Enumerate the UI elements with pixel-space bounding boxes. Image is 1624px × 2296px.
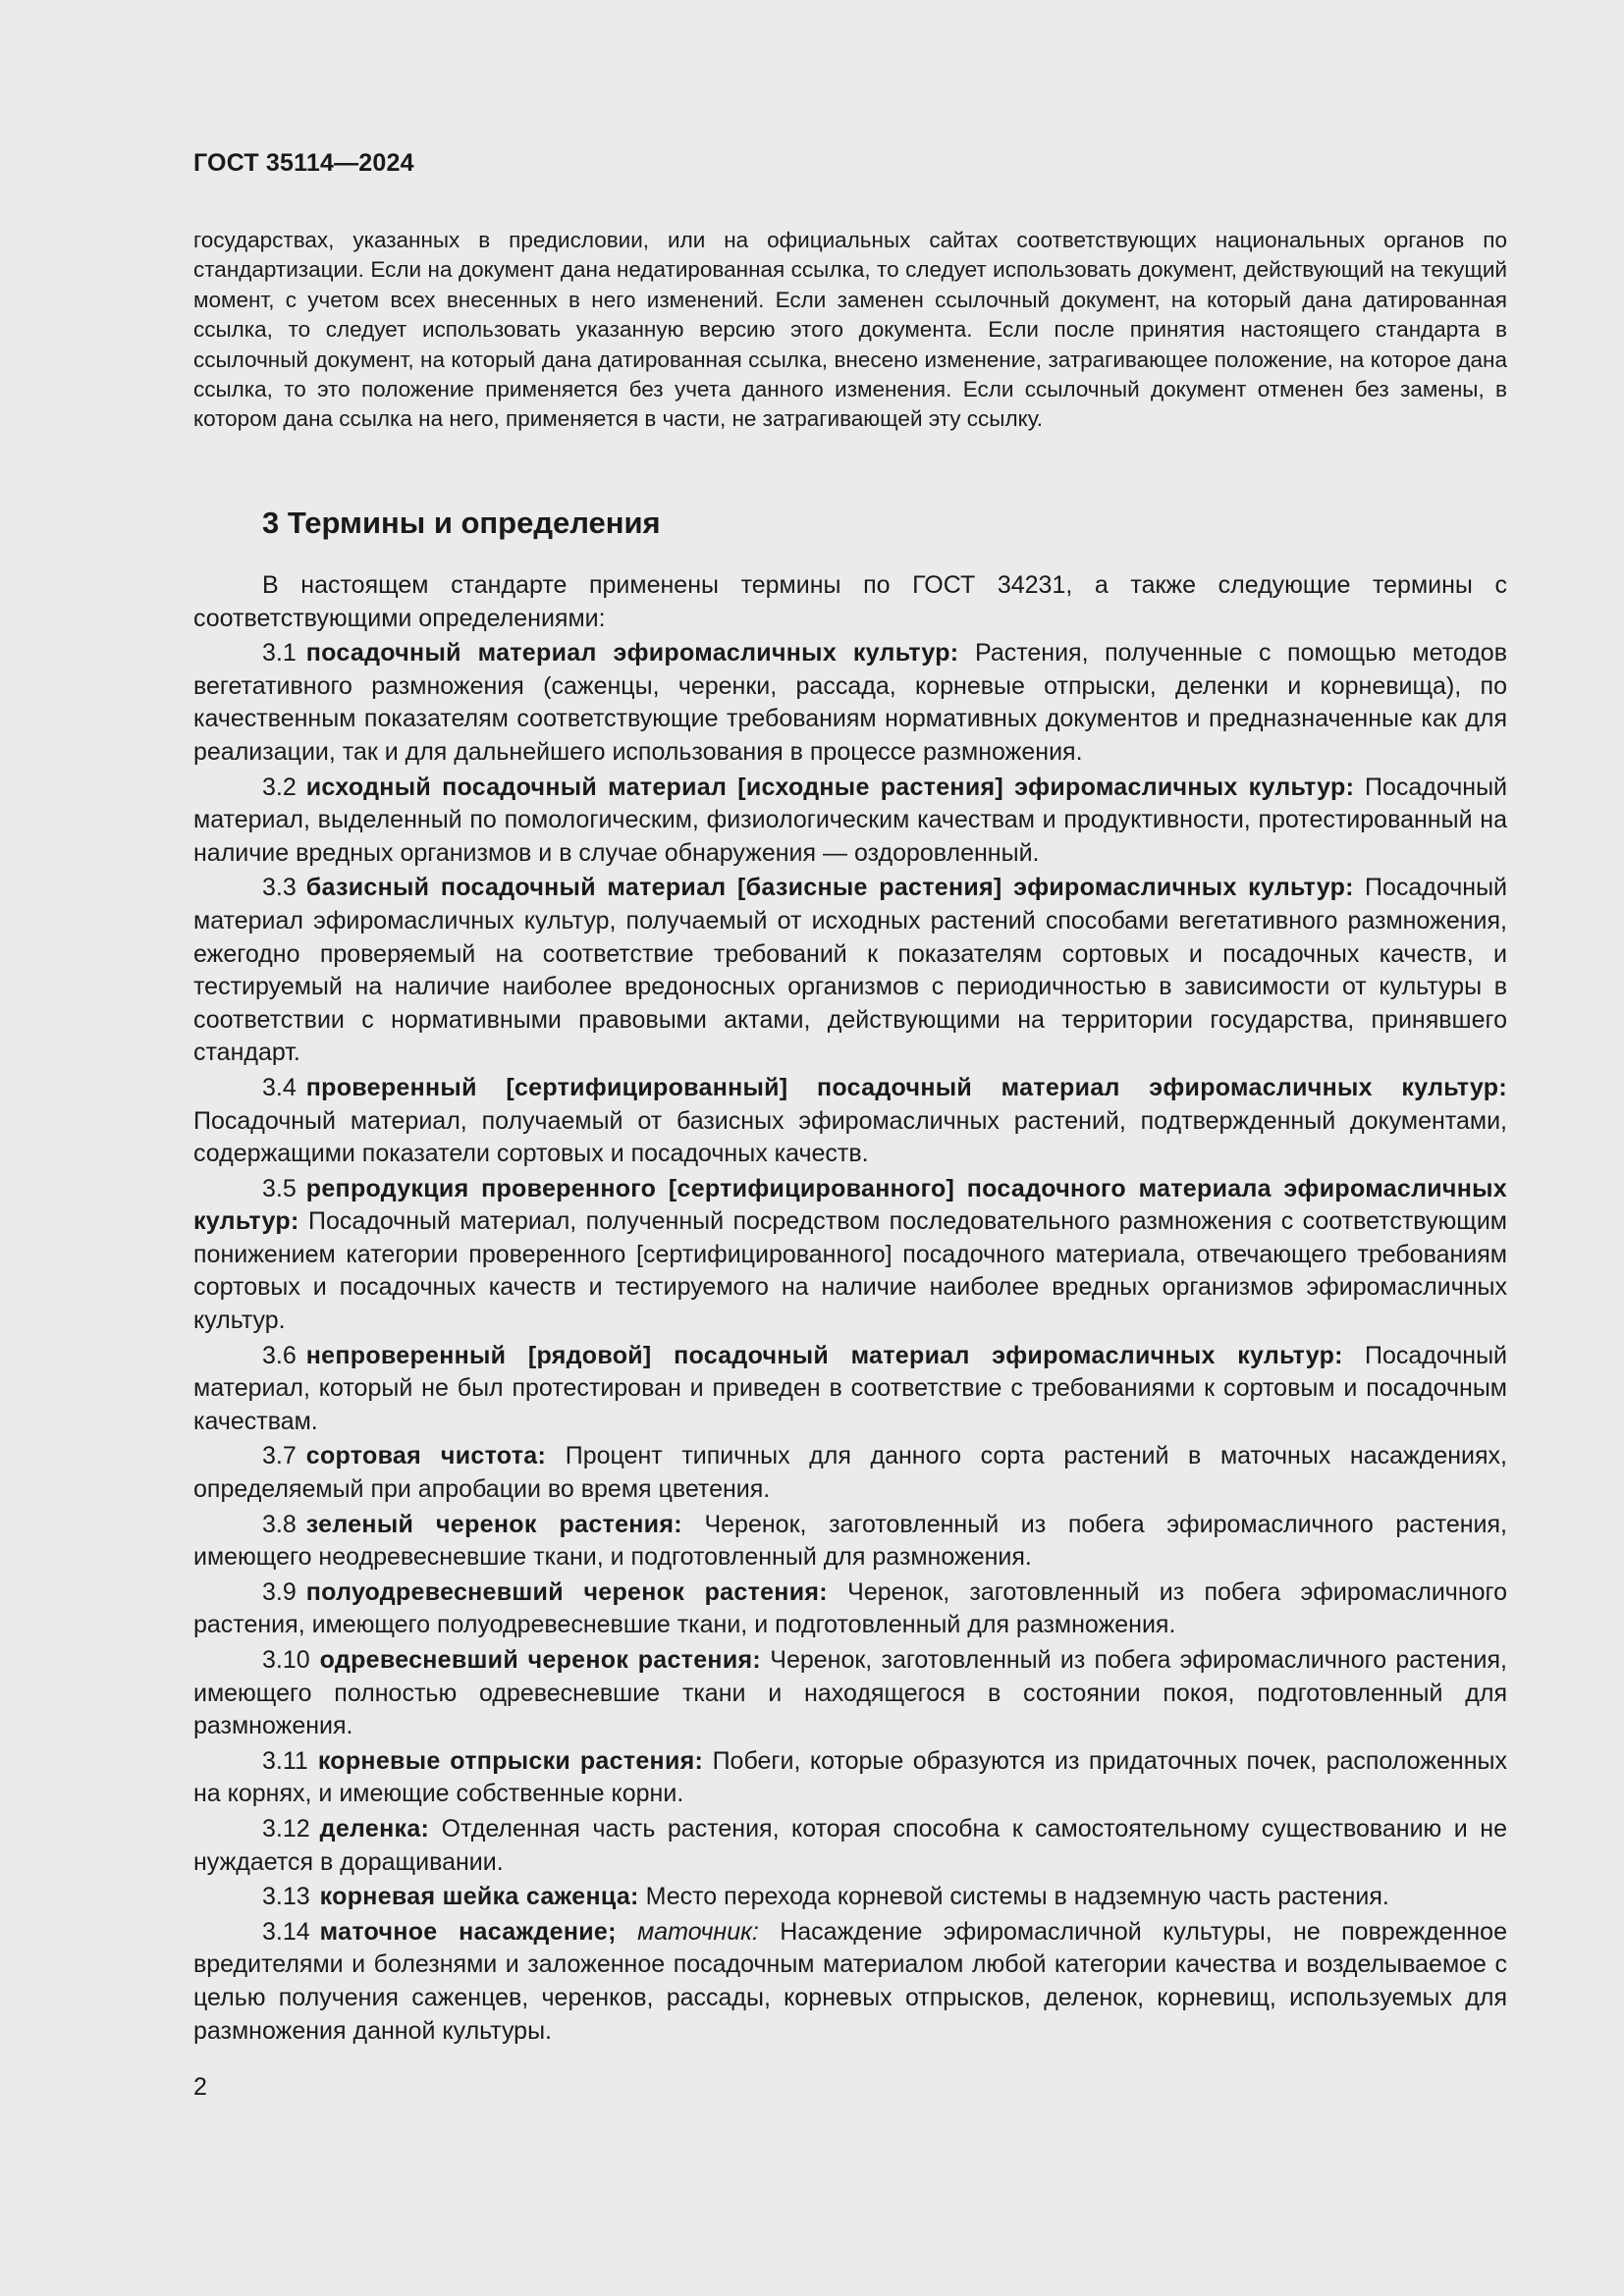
term-definition-item [193, 1745, 1507, 1811]
references-continuation-paragraph: государствах, указанных в предисловии, или на официальных сайтах соответствующих национальных органов по стандартизации. Если на документ дана недатированная ссылка, то следует использовать документ, действующий на текущий момент, с учетом всех внесенных в него изменений. Если заменен ссылочный документ, на который дана датированная ссылка, то следует использовать указанную версию этого документа. Если после принятия настоящего стандарта в ссылочный документ, на который дана датированная ссылка, внесено изменение, затрагивающее положение, на которое дана ссылка, то это положение применяется без учета данного изменения. Если ссылочный документ отменен без замены, в котором дана ссылка на него, применяется в части, не затрагивающей эту ссылку. [193, 228, 1507, 432]
term-name: репродукция проверенного [сертифицированного] посадочного материала эфиромасличных культур: [193, 1174, 1507, 1236]
term-definition-item [193, 1340, 1507, 1439]
term-definition-item [193, 637, 1507, 769]
term-number: 3.1 [262, 639, 297, 667]
term-name: маточное насаждение; [319, 1917, 617, 1946]
term-definition-item [193, 1072, 1507, 1171]
term-name: проверенный [сертифицированный] посадочный материал эфиромасличных культур: [305, 1073, 1507, 1101]
term-name: одревесневший черенок растения: [319, 1646, 762, 1674]
term-definition: Посадочный материал эфиромасличных культур, получаемый от исходных растений способами вегетативного размножения, ежегодно проверяемый на соответствие требований к показателям сортовых и посадочных качеств, и тестируемый на наличие наиболее вредоносных организмов с периодичностью в зависимости от культуры в соответствии с нормативными правовыми актами, действующими на территории государства, принявшего стандарт. [193, 874, 1507, 1067]
term-number: 3.10 [262, 1646, 310, 1674]
term-name: исходный посадочный материал [исходные растения] эфиромасличных культур: [305, 773, 1355, 801]
term-name: непроверенный [рядовой] посадочный материал эфиромасличных культур: [305, 1341, 1343, 1369]
term-definition-item [193, 1644, 1507, 1743]
term-name: базисный посадочный материал [базисные растения] эфиромасличных культур: [305, 874, 1354, 902]
term-name: полуодревесневший черенок растения: [305, 1577, 828, 1606]
term-definition-item [193, 1813, 1507, 1879]
term-number: 3.14 [262, 1917, 310, 1946]
term-definition: Отделенная часть растения, которая способна к самостоятельному существованию и не нуждается в доращивании. [193, 1814, 1507, 1876]
term-number: 3.12 [262, 1814, 310, 1842]
term-definition-item [193, 1881, 1507, 1914]
term-number: 3.8 [262, 1510, 297, 1538]
terms-list [193, 637, 1507, 2048]
term-definition: Место перехода корневой системы в надземную часть растения. [645, 1883, 1389, 1911]
term-definition-item [193, 1173, 1507, 1338]
term-number: 3.4 [262, 1073, 297, 1101]
page-number: 2 [193, 2073, 207, 2101]
term-definition: Черенок, заготовленный из побега эфиромасличного растения, имеющего неодревесневшие ткани, и подготовленный для размножения. [193, 1510, 1507, 1572]
term-number: 3.6 [262, 1341, 297, 1369]
term-definition-item [193, 772, 1507, 871]
term-definition-item [193, 1576, 1507, 1642]
term-name: деленка: [319, 1814, 430, 1842]
term-definition: Черенок, заготовленный из побега эфиромасличного растения, имеющего полностью одревесневшие ткани и находящегося в состоянии покоя, подготовленный для размножения. [193, 1646, 1507, 1740]
term-name: посадочный материал эфиромасличных культур: [305, 639, 959, 667]
term-number: 3.11 [262, 1746, 308, 1775]
term-definition: Посадочный материал, полученный посредством последовательного размножения с соответствующим понижением категории проверенного [сертифицированного] посадочного материала, отвечающего требованиям сортовых и посадочных качеств и тестируемого на наличие наиболее вредных организмов эфиромасличных культур. [193, 1207, 1507, 1335]
term-definition-item [193, 1916, 1507, 2048]
term-number: 3.13 [262, 1883, 310, 1911]
terms-section-body [193, 569, 1507, 2048]
term-synonym: маточник: [637, 1917, 759, 1946]
term-name: корневая шейка саженца: [319, 1883, 639, 1911]
term-number: 3.9 [262, 1577, 297, 1606]
term-name: сортовая чистота: [305, 1442, 547, 1470]
term-definition: Растения, полученные с помощью методов вегетативного размножения (саженцы, черенки, рассада, корневые отпрыски, деленки и корневища), по качественным показателям соответствующие требованиям нормативных документов и предназначенные как для реализации, так и для дальнейшего использования в процессе размножения. [193, 639, 1507, 766]
term-number: 3.2 [262, 773, 297, 801]
term-definition-item [193, 872, 1507, 1070]
term-definition: Черенок, заготовленный из побега эфиромасличного растения, имеющего полуодревесневшие ткани, и подготовленный для размножения. [193, 1577, 1508, 1639]
section-intro-paragraph: В настоящем стандарте применены термины по ГОСТ 34231, а также следующие термины с соответствующими определениями: [193, 571, 1507, 632]
term-number: 3.5 [262, 1174, 297, 1202]
term-number: 3.7 [262, 1442, 297, 1470]
term-name: корневые отпрыски растения: [317, 1746, 704, 1775]
term-definition: Побеги, которые образуются из придаточных почек, расположенных на корнях, и имеющие собственные корни. [193, 1746, 1507, 1808]
term-definition-item [193, 1509, 1507, 1575]
term-number: 3.3 [262, 874, 297, 902]
term-definition: Процент типичных для данного сорта растений в маточных насаждениях, определяемый при апробации во время цветения. [193, 1442, 1508, 1504]
term-definition-item [193, 1440, 1507, 1506]
term-definition: Посадочный материал, который не был протестирован и приведен в соответствие с требованиями к сортовым и посадочным качествам. [193, 1341, 1507, 1435]
term-name: зеленый черенок растения: [305, 1510, 682, 1538]
term-definition: Посадочный материал, выделенный по помологическим, физиологическим качествам и продуктивности, протестированный на наличие вредных организмов и в случае обнаружения — оздоровленный. [193, 773, 1507, 867]
document-code-header: ГОСТ 35114—2024 [193, 149, 414, 177]
term-definition: Посадочный материал, получаемый от базисных эфиромасличных растений, подтвержденный документами, содержащими показатели сортовых и посадочных качеств. [193, 1106, 1507, 1168]
section-title: 3 Термины и определения [262, 506, 661, 540]
term-definition: Насаждение эфиромасличной культуры, не поврежденное вредителями и болезнями и заложенное посадочным материалом любой категории качества и возделываемое с целью получения саженцев, черенков, рассады, корневых отпрысков, деленок, корневищ, используемых для размножения данной культуры. [193, 1917, 1507, 2045]
